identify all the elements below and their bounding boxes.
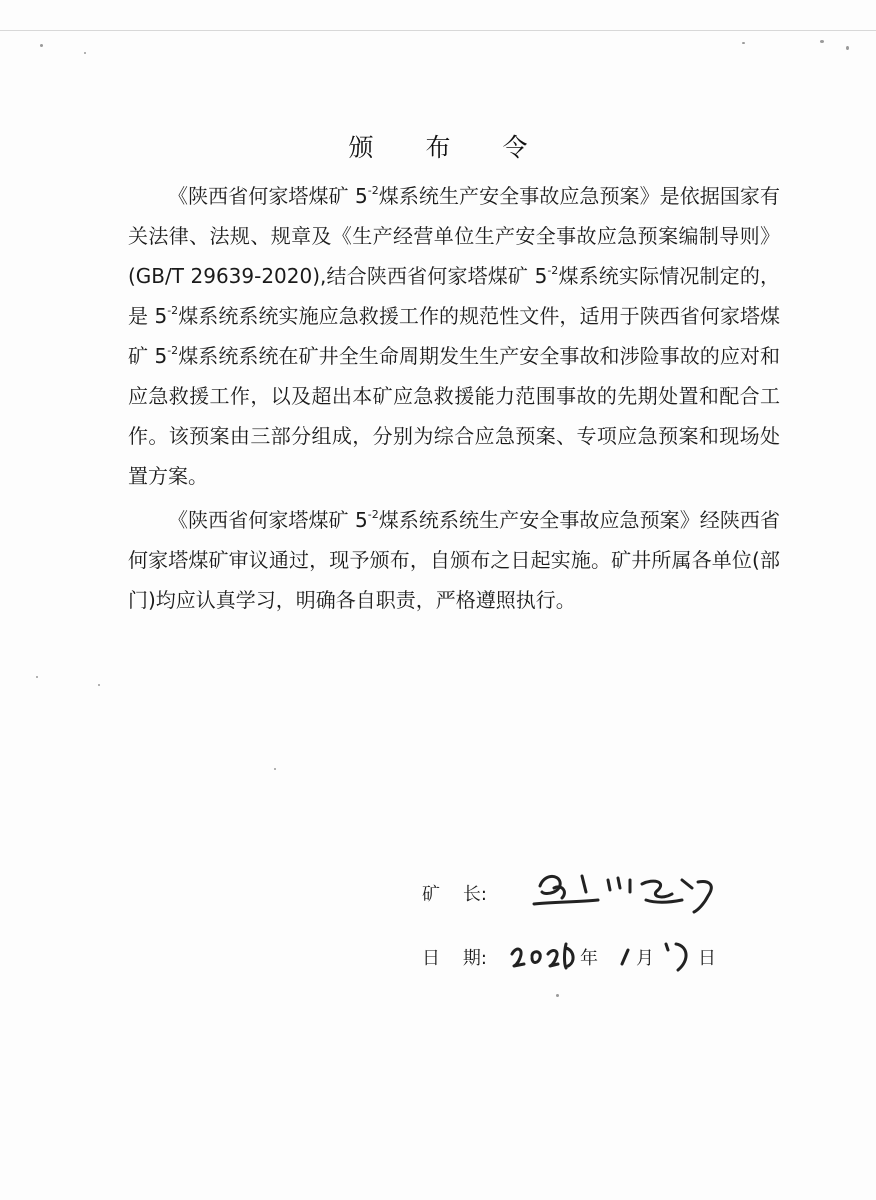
paragraph-2-text: 《陕西省何家塔煤矿 5	[168, 508, 368, 532]
superscript: -2	[167, 304, 179, 317]
paragraph-1-text: 《陕西省何家塔煤矿 5	[168, 184, 368, 208]
paragraph-1	[128, 176, 780, 496]
scan-edge-line	[0, 30, 876, 31]
document-title: 颁 布 令	[348, 133, 550, 162]
month-unit: 月	[636, 948, 654, 969]
scan-speck	[274, 768, 276, 770]
date-label: 日 期:	[422, 948, 487, 969]
scan-speck	[98, 684, 100, 686]
paragraph-2	[128, 500, 780, 620]
paragraph-1-text: 煤系统生产安全事故应急预案》是依据国家有关法律、法规、规章及《生产经营单位生产安全事故应急预案编制导则》(GB/T 29639-2020),结合陕西省何家塔煤矿 5	[128, 184, 780, 288]
scan-speck	[556, 994, 559, 997]
superscript: -2	[167, 344, 179, 357]
handwritten-day	[660, 936, 694, 976]
manager-signature	[532, 866, 722, 914]
manager-label: 矿 长:	[422, 884, 487, 905]
superscript: -2	[367, 184, 379, 197]
superscript: -2	[547, 264, 559, 277]
scan-speck	[36, 676, 38, 678]
document-body	[128, 176, 780, 620]
scan-speck	[846, 46, 849, 50]
year-unit: 年	[580, 948, 598, 969]
paragraph-1-text: 煤系统系统在矿井全生命周期发生生产安全事故和涉险事故的应对和应急救援工作，以及超出本矿应急救援能力范围事故的先期处置和配合工作。该预案由三部分组成，分别为综合应急预案、专项应急预案和现场处置方案。	[128, 344, 780, 488]
paragraph-2-text: 煤系统系统生产安全事故应急预案》经陕西省何家塔煤矿审议通过，现予颁布，自颁布之日起实施。矿井所属各单位(部门)均应认真学习，明确各自职责，严格遵照执行。	[128, 508, 780, 612]
handwritten-year	[508, 938, 580, 974]
scan-speck	[820, 40, 824, 43]
superscript: -2	[367, 508, 379, 521]
scan-speck	[742, 42, 745, 44]
scan-speck	[40, 44, 43, 47]
paragraph-1-text: 煤系统实际情况制定的，是 5	[128, 264, 780, 328]
day-unit: 日	[698, 948, 716, 969]
scan-speck	[84, 52, 86, 54]
paragraph-1-text: 煤系统系统实施应急救援工作的规范性文件，适用于陕西省何家塔煤矿 5	[128, 304, 780, 368]
handwritten-month	[616, 942, 636, 972]
